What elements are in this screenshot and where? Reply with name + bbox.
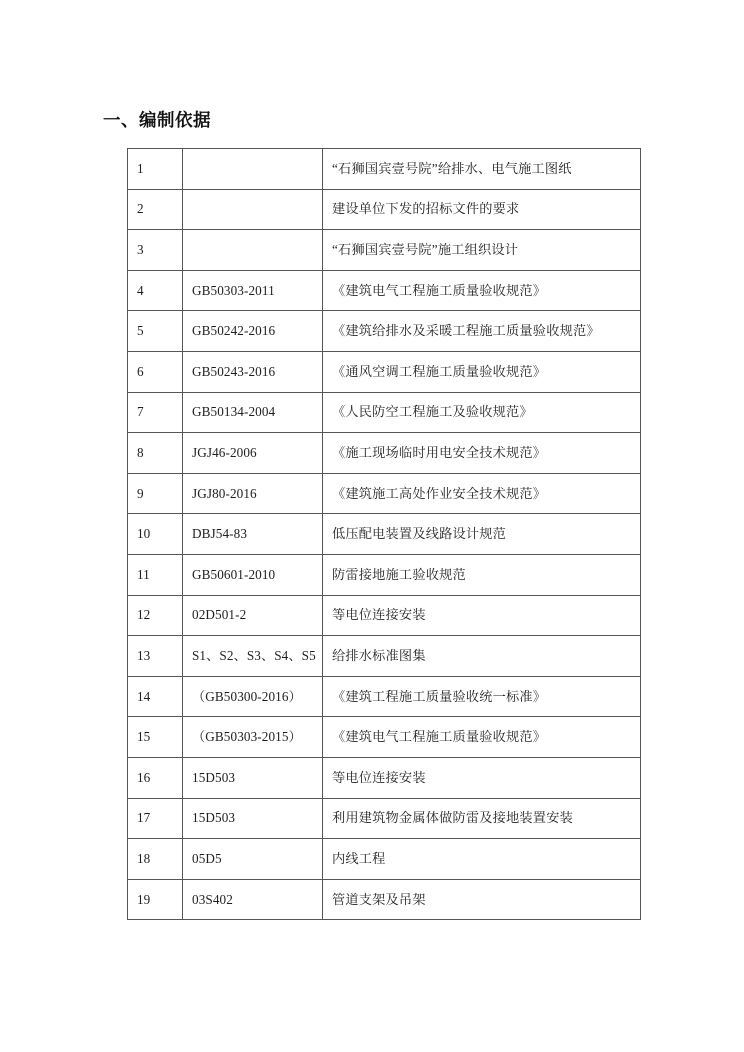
table-body [128, 149, 641, 920]
cell-standard-code: GB50134-2004 [183, 392, 323, 433]
cell-standard-code: GB50242-2016 [183, 311, 323, 352]
cell-index: 15 [128, 717, 183, 758]
table-row [128, 595, 641, 636]
cell-standard-code: （GB50303-2015） [183, 717, 323, 758]
cell-index: 17 [128, 798, 183, 839]
cell-index: 7 [128, 392, 183, 433]
cell-standard-name: 利用建筑物金属体做防雷及接地装置安装 [323, 798, 641, 839]
cell-standard-name: 建设单位下发的招标文件的要求 [323, 189, 641, 230]
table-row [128, 636, 641, 677]
cell-standard-name: 《建筑电气工程施工质量验收规范》 [323, 270, 641, 311]
cell-index: 8 [128, 433, 183, 474]
table-row [128, 392, 641, 433]
table-row [128, 757, 641, 798]
cell-standard-name: 《通风空调工程施工质量验收规范》 [323, 351, 641, 392]
cell-standard-code: 15D503 [183, 757, 323, 798]
cell-standard-name: 管道支架及吊架 [323, 879, 641, 920]
cell-index: 12 [128, 595, 183, 636]
cell-index: 16 [128, 757, 183, 798]
cell-index: 6 [128, 351, 183, 392]
cell-index: 3 [128, 230, 183, 271]
cell-index: 5 [128, 311, 183, 352]
cell-index: 18 [128, 839, 183, 880]
reference-basis-table [127, 148, 641, 920]
page-title: 一、编制依据 [103, 110, 211, 130]
cell-standard-name: 《建筑给排水及采暖工程施工质量验收规范》 [323, 311, 641, 352]
cell-index: 9 [128, 473, 183, 514]
cell-standard-name: 防雷接地施工验收规范 [323, 554, 641, 595]
cell-standard-code: （GB50300-2016） [183, 676, 323, 717]
cell-standard-code [183, 230, 323, 271]
cell-standard-name: 低压配电装置及线路设计规范 [323, 514, 641, 555]
table-row [128, 311, 641, 352]
table-row [128, 189, 641, 230]
table-row [128, 717, 641, 758]
cell-standard-name: 等电位连接安装 [323, 757, 641, 798]
cell-standard-name: “石狮国宾壹号院”施工组织设计 [323, 230, 641, 271]
cell-index: 2 [128, 189, 183, 230]
cell-standard-code: 15D503 [183, 798, 323, 839]
cell-index: 4 [128, 270, 183, 311]
table-row [128, 230, 641, 271]
cell-index: 14 [128, 676, 183, 717]
cell-standard-name: 给排水标准图集 [323, 636, 641, 677]
table-row [128, 270, 641, 311]
cell-standard-code: GB50601-2010 [183, 554, 323, 595]
cell-standard-code: GB50243-2016 [183, 351, 323, 392]
cell-standard-name: 《施工现场临时用电安全技术规范》 [323, 433, 641, 474]
table-row [128, 554, 641, 595]
cell-index: 13 [128, 636, 183, 677]
table-row [128, 839, 641, 880]
table-row [128, 351, 641, 392]
cell-standard-name: 《建筑工程施工质量验收统一标准》 [323, 676, 641, 717]
table-row [128, 473, 641, 514]
table-row [128, 433, 641, 474]
cell-standard-name: “石狮国宾壹号院”给排水、电气施工图纸 [323, 149, 641, 190]
table-row [128, 798, 641, 839]
cell-standard-name: 《人民防空工程施工及验收规范》 [323, 392, 641, 433]
cell-index: 11 [128, 554, 183, 595]
table-row [128, 676, 641, 717]
cell-standard-code: GB50303-2011 [183, 270, 323, 311]
cell-standard-name: 《建筑施工高处作业安全技术规范》 [323, 473, 641, 514]
table-row [128, 514, 641, 555]
cell-standard-code: S1、S2、S3、S4、S5 [183, 636, 323, 677]
table-row [128, 149, 641, 190]
cell-standard-code: 05D5 [183, 839, 323, 880]
table-row [128, 879, 641, 920]
cell-standard-name: 内线工程 [323, 839, 641, 880]
cell-standard-code [183, 189, 323, 230]
cell-standard-code: 02D501-2 [183, 595, 323, 636]
cell-standard-code [183, 149, 323, 190]
cell-standard-code: 03S402 [183, 879, 323, 920]
cell-index: 10 [128, 514, 183, 555]
cell-standard-name: 《建筑电气工程施工质量验收规范》 [323, 717, 641, 758]
cell-standard-code: DBJ54-83 [183, 514, 323, 555]
cell-standard-code: JGJ80-2016 [183, 473, 323, 514]
cell-index: 1 [128, 149, 183, 190]
cell-index: 19 [128, 879, 183, 920]
cell-standard-name: 等电位连接安装 [323, 595, 641, 636]
cell-standard-code: JGJ46-2006 [183, 433, 323, 474]
